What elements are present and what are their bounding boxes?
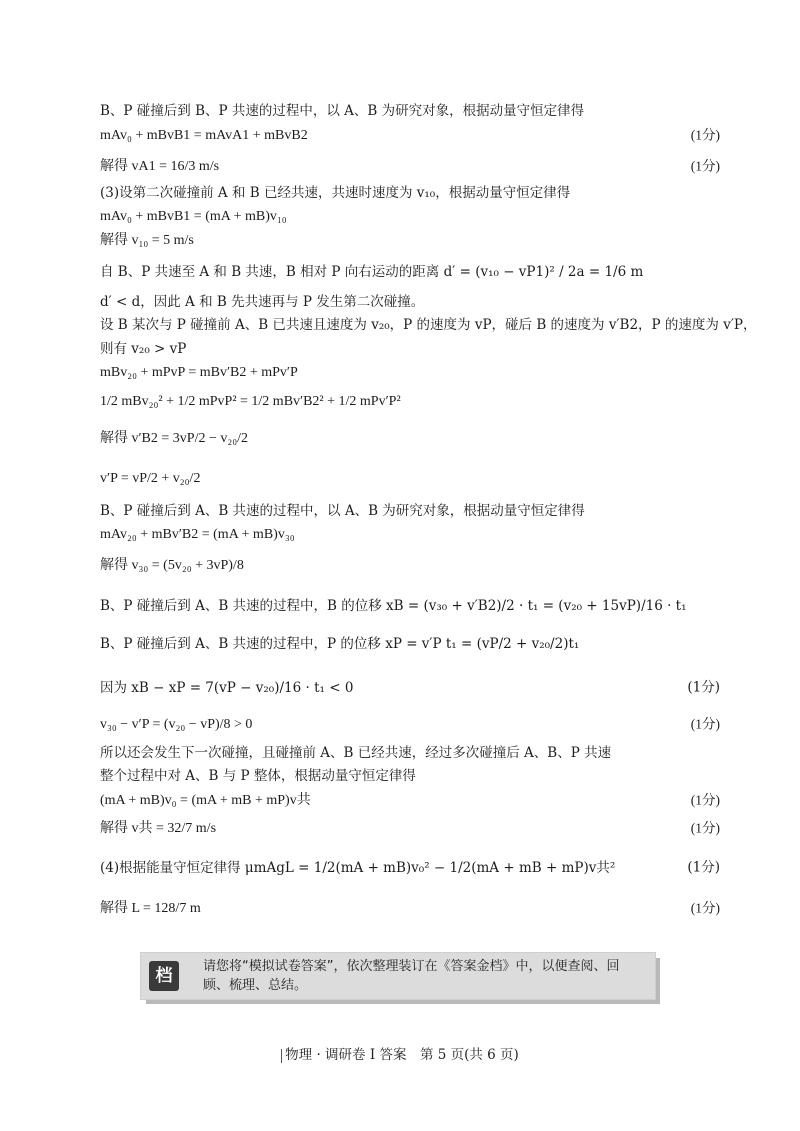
answer-line xyxy=(100,768,720,785)
score-label: (1分) xyxy=(690,716,720,732)
answer-line xyxy=(100,364,720,382)
answer-line xyxy=(100,103,720,120)
line-text: mAv₂₀ + mBv′B2 = (mA + mB)v₃₀ xyxy=(100,527,295,542)
line-text: 设 B 某次与 P 碰撞前 A、B 已共速且速度为 v₂₀，P 的速度为 vP，碰后 B 的速度为 v′B2，P 的速度为 v′P， xyxy=(100,317,757,333)
line-text: B、P 碰撞后到 A、B 共速的过程中，B 的位移 xB = (v₃₀ + v′B2)/2 · t₁ = (v₂₀ + 15vP)/16 · t₁ xyxy=(100,598,687,614)
line-text: mAv₀ + mBvB1 = (mA + mB)v₁₀ xyxy=(100,209,287,224)
answer-line xyxy=(100,526,720,544)
line-text: 解得 vA1 = 16/3 m/s xyxy=(100,159,220,174)
footer-divider xyxy=(281,1049,282,1063)
score-label: (1分) xyxy=(690,900,720,916)
answer-line xyxy=(100,557,720,575)
answer-line xyxy=(100,792,720,810)
answer-line xyxy=(100,185,720,202)
score-label: (1分) xyxy=(690,127,720,143)
answer-line xyxy=(100,341,720,358)
line-text: B、P 碰撞后到 B、P 共速的过程中，以 A、B 为研究对象，根据动量守恒定律得 xyxy=(100,103,585,119)
answer-line xyxy=(100,680,720,697)
footer-text: 物理 · 调研卷 Ⅰ 答案 第 5 页(共 6 页) xyxy=(285,1047,519,1063)
answer-line xyxy=(100,636,720,653)
answer-line xyxy=(100,716,720,734)
line-text: 解得 v₁₀ = 5 m/s xyxy=(100,233,194,248)
answer-line xyxy=(100,158,720,176)
line-text: (mA + mB)v₀ = (mA + mB + mP)v共 xyxy=(100,793,311,808)
answer-line xyxy=(100,264,720,281)
answer-line xyxy=(100,294,720,311)
line-text: B、P 碰撞后到 A、B 共速的过程中，以 A、B 为研究对象，根据动量守恒定律得 xyxy=(100,503,585,519)
answer-line xyxy=(100,430,720,448)
answer-line xyxy=(100,745,720,762)
answer-line xyxy=(100,820,720,838)
notice-text: 请您将“模拟试卷答案”，依次整理装订在《答案金档》中，以便查阅、回顾、梳理、总结。 xyxy=(203,959,620,993)
line-text: 所以还会发生下一次碰撞，且碰撞前 A、B 已经共速，经过多次碰撞后 A、B、P 共速 xyxy=(100,745,612,761)
score-label: (1分) xyxy=(690,792,720,808)
line-text: 自 B、P 共速至 A 和 B 共速，B 相对 P 向右运动的距离 d′ = (v₁₀ − vP1)² / 2a = 1/6 m xyxy=(100,264,644,280)
answer-line xyxy=(100,503,720,520)
line-text: 解得 L = 128/7 m xyxy=(100,901,201,916)
line-text: 则有 v₂₀ > vP xyxy=(100,341,187,357)
score-label: (1分) xyxy=(687,860,720,876)
score-label: (1分) xyxy=(687,680,720,696)
line-text: 因为 xB − xP = 7(vP − v₂₀)/16 · t₁ < 0 xyxy=(100,680,354,696)
line-text: 解得 v₃₀ = (5v₂₀ + 3vP)/8 xyxy=(100,558,244,573)
answer-line xyxy=(100,232,720,250)
line-text: 解得 v′B2 = 3vP/2 − v₂₀/2 xyxy=(100,431,249,446)
page-footer xyxy=(0,1043,800,1063)
line-text: d′ < d，因此 A 和 B 先共速再与 P 发生第二次碰撞。 xyxy=(100,294,425,310)
line-text: v′P = vP/2 + v₂₀/2 xyxy=(100,471,201,486)
answer-line xyxy=(100,900,720,918)
score-label: (1分) xyxy=(690,158,720,174)
archive-badge-icon: 档 xyxy=(149,961,179,991)
notice-box xyxy=(140,952,656,1000)
line-text: (3)设第二次碰撞前 A 和 B 已经共速，共速时速度为 v₁₀，根据动量守恒定律得 xyxy=(100,185,571,201)
line-text: 整个过程中对 A、B 与 P 整体，根据动量守恒定律得 xyxy=(100,768,416,784)
answer-line xyxy=(100,598,720,615)
line-text: mAv₀ + mBvB1 = mAvA1 + mBvB2 xyxy=(100,128,308,143)
answer-line xyxy=(100,127,720,145)
line-text: mBv₂₀ + mPvP = mBv′B2 + mPv′P xyxy=(100,365,298,380)
score-label: (1分) xyxy=(690,820,720,836)
line-text: 解得 v共 = 32/7 m/s xyxy=(100,821,217,836)
line-text: (4)根据能量守恒定律得 μmAgL = 1/2(mA + mB)v₀² − 1/2(mA + mB + mP)v共² xyxy=(100,860,616,876)
answer-line xyxy=(100,208,720,226)
line-text: 1/2 mBv₂₀² + 1/2 mPvP² = 1/2 mBv′B2² + 1/2 mPv′P² xyxy=(100,394,401,409)
answer-line xyxy=(100,393,720,411)
answer-line xyxy=(100,317,757,334)
answer-line xyxy=(100,470,720,488)
line-text: B、P 碰撞后到 A、B 共速的过程中，P 的位移 xP = v′P t₁ = (vP/2 + v₂₀/2)t₁ xyxy=(100,636,580,652)
line-text: v₃₀ − v′P = (v₂₀ − vP)/8 > 0 xyxy=(100,717,253,732)
answer-line xyxy=(100,860,720,877)
